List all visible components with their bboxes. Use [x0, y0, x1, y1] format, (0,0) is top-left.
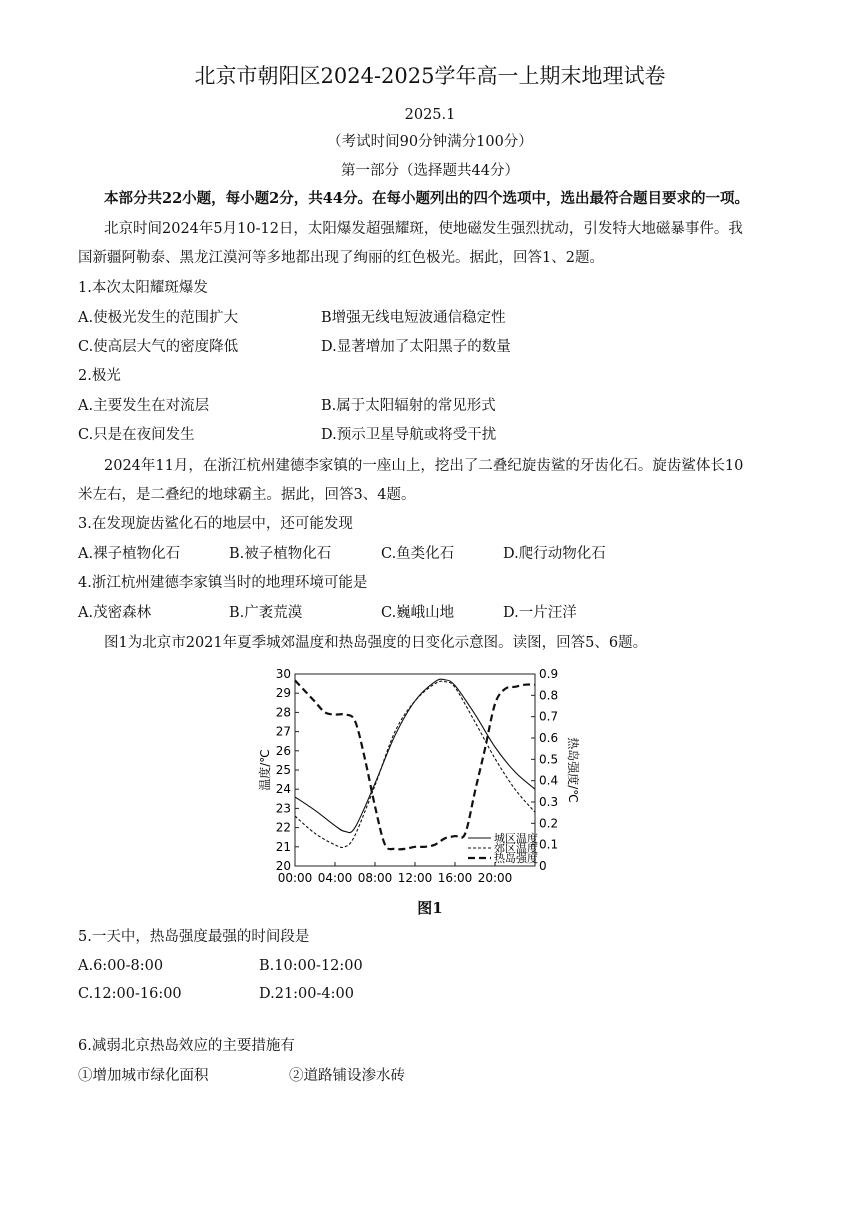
q5-option-c: C.12:00-16:00 — [78, 986, 182, 1002]
y2-tick-label: 0.1 — [539, 837, 559, 852]
q3-option-a: A.裸子植物化石 — [78, 546, 181, 562]
y-tick-label: 21 — [275, 839, 291, 854]
q2-option-d: D.预示卫星导航或将受干扰 — [321, 427, 497, 443]
passage2-line1: 2024年11月，在浙江杭州建德李家镇的一座山上，挖出了二叠纪旋齿鲨的牙齿化石。旋齿鲨体长10 — [104, 458, 744, 474]
y-tick-label: 28 — [275, 705, 291, 720]
q1-option-d: D.显著增加了太阳黑子的数量 — [321, 339, 511, 355]
legend-label-3: 热岛强度 — [494, 852, 538, 865]
q1-stem: 1.本次太阳耀斑爆发 — [78, 280, 208, 296]
y2-tick-label: 0.8 — [539, 688, 559, 703]
q6-option-2: ②道路铺设渗水砖 — [289, 1068, 405, 1084]
y-tick-label: 24 — [275, 782, 291, 797]
figure-caption: 图1 — [417, 899, 443, 917]
y-tick-label: 23 — [275, 801, 291, 816]
x-tick-label: 12:00 — [397, 871, 433, 885]
q2-option-c: C.只是在夜间发生 — [78, 427, 195, 443]
y-tick-label: 27 — [275, 724, 291, 739]
series-line-1 — [295, 679, 535, 832]
y-tick-label: 30 — [275, 667, 291, 681]
q2-stem: 2.极光 — [78, 368, 121, 384]
figure1-chart — [255, 662, 580, 892]
q4-option-c: C.巍峨山地 — [381, 605, 455, 621]
y-tick-label: 29 — [275, 686, 291, 701]
y-tick-label: 22 — [275, 820, 291, 835]
passage3: 图1为北京市2021年夏季城郊温度和热岛强度的日变化示意图。读图，回答5、6题。 — [104, 635, 648, 651]
exam-title: 北京市朝阳区2024-2025学年高一上期末地理试卷 — [194, 64, 666, 88]
q1-option-b: B增强无线电短波通信稳定性 — [321, 310, 506, 326]
y2-tick-label: 0.4 — [539, 773, 559, 788]
q3-option-c: C.鱼类化石 — [381, 546, 455, 562]
x-tick-label: 16:00 — [437, 871, 473, 885]
q3-stem: 3.在发现旋齿鲨化石的地层中，还可能发现 — [78, 516, 353, 532]
passage1-line1: 北京时间2024年5月10-12日，太阳爆发超强耀斑，使地磁发生强烈扰动，引发特大地磁暴事件。我 — [104, 221, 743, 237]
passage2-line2: 米左右，是二叠纪的地球霸主。据此，回答3、4题。 — [78, 487, 416, 503]
q4-option-b: B.广袤荒漠 — [229, 605, 303, 621]
q4-option-a: A.茂密森林 — [78, 605, 152, 621]
legend-label-1: 城区温度 — [494, 832, 538, 845]
q4-stem: 4.浙江杭州建德李家镇当时的地理环境可能是 — [78, 575, 368, 591]
q5-stem: 5.一天中，热岛强度最强的时间段是 — [78, 929, 310, 945]
exam-info: （考试时间90分钟满分100分） — [327, 134, 533, 150]
q6-option-1: ①增加城市绿化面积 — [78, 1068, 209, 1084]
q5-option-d: D.21:00-4:00 — [259, 986, 354, 1002]
y2-tick-label: 0.6 — [539, 731, 559, 745]
y-tick-label: 26 — [275, 743, 291, 758]
y-tick-label: 20 — [275, 859, 291, 873]
q2-option-a: A.主要发生在对流层 — [78, 398, 210, 414]
y2-tick-label: 0.2 — [539, 816, 559, 831]
x-tick-label: 00:00 — [277, 871, 313, 885]
q5-option-b: B.10:00-12:00 — [259, 958, 363, 974]
legend-label-2: 郊区温度 — [494, 842, 538, 855]
q4-option-d: D.一片汪洋 — [503, 605, 577, 621]
exam-date: 2025.1 — [404, 107, 456, 123]
q3-option-d: D.爬行动物化石 — [503, 546, 606, 562]
passage1-line2: 国新疆阿勒泰、黑龙江漠河等多地都出现了绚丽的红色极光。据此，回答1、2题。 — [78, 250, 604, 266]
q5-option-a: A.6:00-8:00 — [78, 958, 164, 974]
q2-option-b: B.属于太阳辐射的常见形式 — [321, 398, 496, 414]
x-tick-label: 20:00 — [477, 871, 513, 885]
y2-tick-label: 0.5 — [539, 752, 559, 767]
q6-stem: 6.减弱北京热岛效应的主要措施有 — [78, 1038, 295, 1054]
section-instruction: 本部分共22小题，每小题2分，共44分。在每小题列出的四个选项中，选出最符合题目要求的一项。 — [104, 190, 749, 207]
q1-option-c: C.使高层大气的密度降低 — [78, 339, 239, 355]
y2-axis-label: 热岛强度/℃ — [566, 737, 580, 803]
x-tick-label: 08:00 — [357, 871, 393, 885]
part-heading: 第一部分（选择题共44分） — [341, 163, 519, 179]
q3-option-b: B.被子植物化石 — [229, 546, 332, 562]
y2-tick-label: 0 — [539, 859, 547, 873]
y-axis-label: 温度/℃ — [258, 749, 272, 791]
x-tick-label: 04:00 — [317, 871, 353, 885]
q1-option-a: A.使极光发生的范围扩大 — [78, 310, 239, 326]
y2-tick-label: 0.7 — [539, 709, 559, 724]
y-tick-label: 25 — [275, 763, 291, 777]
y2-tick-label: 0.9 — [539, 667, 559, 681]
y2-tick-label: 0.3 — [539, 795, 559, 809]
